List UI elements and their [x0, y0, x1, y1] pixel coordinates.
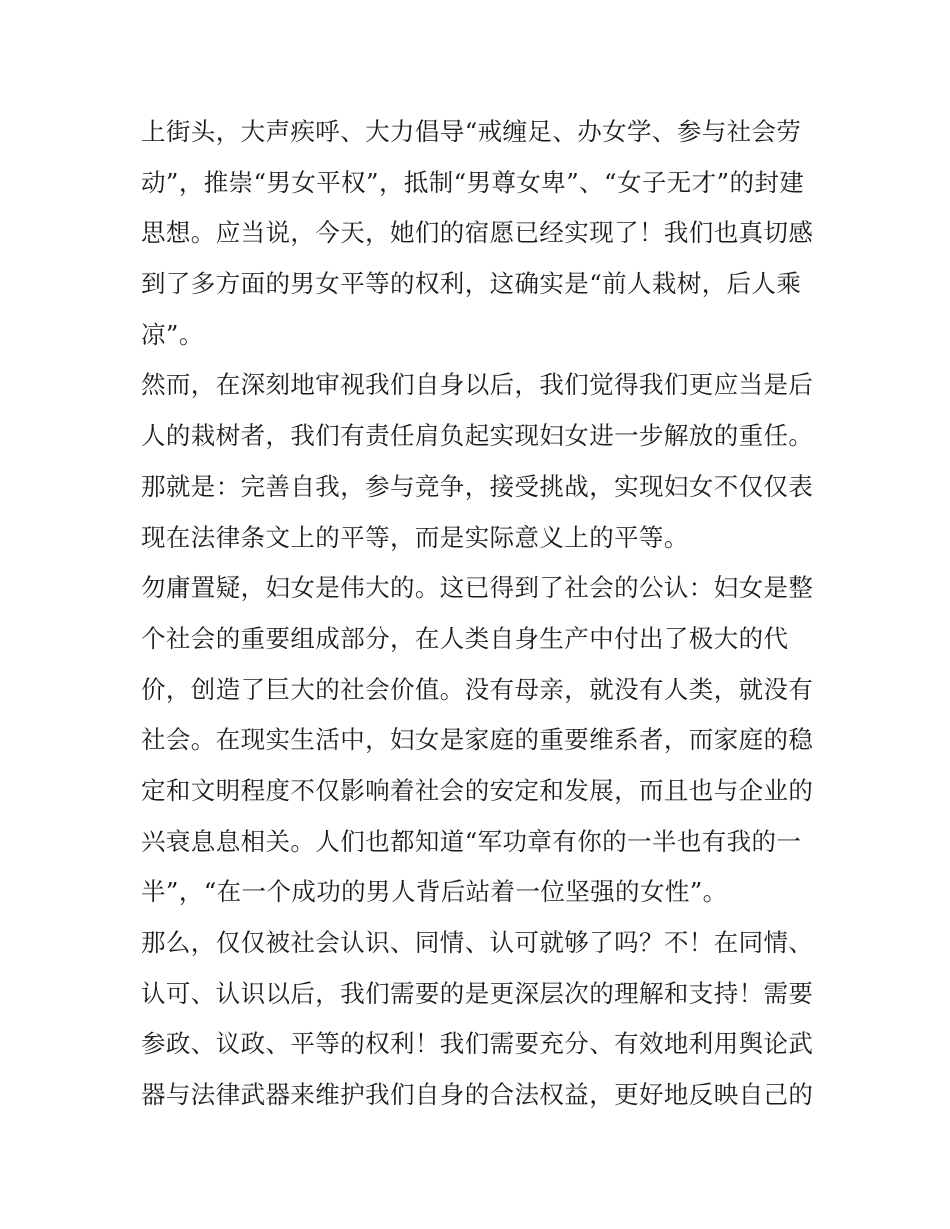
paragraph-4 — [141, 918, 821, 1121]
text-line: 价，创造了巨大的社会价值。没有母亲，就没有人类，就没有 — [141, 674, 814, 704]
text-line: 思想。应当说，今天，她们的宿愿已经实现了！我们也真切感 — [141, 218, 814, 248]
paragraph-3 — [141, 563, 821, 918]
text-line: 那就是：完善自我，参与竞争，接受挑战，实现妇女不仅仅表 — [141, 471, 814, 501]
text-line: 然而，在深刻地审视我们自身以后，我们觉得我们更应当是后 — [141, 370, 814, 400]
document-body — [141, 107, 821, 1121]
text-line: 到了多方面的男女平等的权利，这确实是“前人栽树，后人乘 — [141, 269, 802, 299]
text-line: 器与法律武器来维护我们自身的合法权益，更好地反映自己的 — [141, 1080, 814, 1110]
text-line: 定和文明程度不仅影响着社会的安定和发展，而且也与企业的 — [141, 775, 814, 805]
text-line: 现在法律条文上的平等，而是实际意义上的平等。 — [141, 522, 689, 552]
text-line: 认可、认识以后，我们需要的是更深层次的理解和支持！需要 — [141, 978, 814, 1008]
text-line: 半”，“在一个成功的男人背后站着一位坚强的女性”。 — [141, 877, 728, 907]
text-line: 上街头，大声疾呼、大力倡导“戒缠足、办女学、参与社会劳 — [141, 117, 802, 146]
text-line: 个社会的重要组成部分，在人类自身生产中付出了极大的代 — [141, 623, 789, 653]
text-line: 社会。在现实生活中，妇女是家庭的重要维系者，而家庭的稳 — [141, 725, 814, 755]
text-line: 参政、议政、平等的权利！我们需要充分、有效地利用舆论武 — [141, 1029, 814, 1059]
text-line: 动”，推崇“男女平权”，抵制“男尊女卑”、“女子无才”的封建 — [141, 167, 805, 197]
text-line: 凉”。 — [141, 319, 204, 349]
paragraph-2 — [141, 360, 821, 563]
text-line: 兴衰息息相关。人们也都知道“军功章有你的一半也有我的一 — [141, 826, 802, 856]
text-line: 那么，仅仅被社会认识、同情、认可就够了吗？不！在同情、 — [141, 928, 814, 957]
paragraph-1 — [141, 107, 821, 360]
text-line: 人的栽树者，我们有责任肩负起实现妇女进一步解放的重任。 — [141, 421, 814, 451]
text-line: 勿庸置疑，妇女是伟大的。这已得到了社会的公认：妇女是整 — [141, 573, 814, 603]
